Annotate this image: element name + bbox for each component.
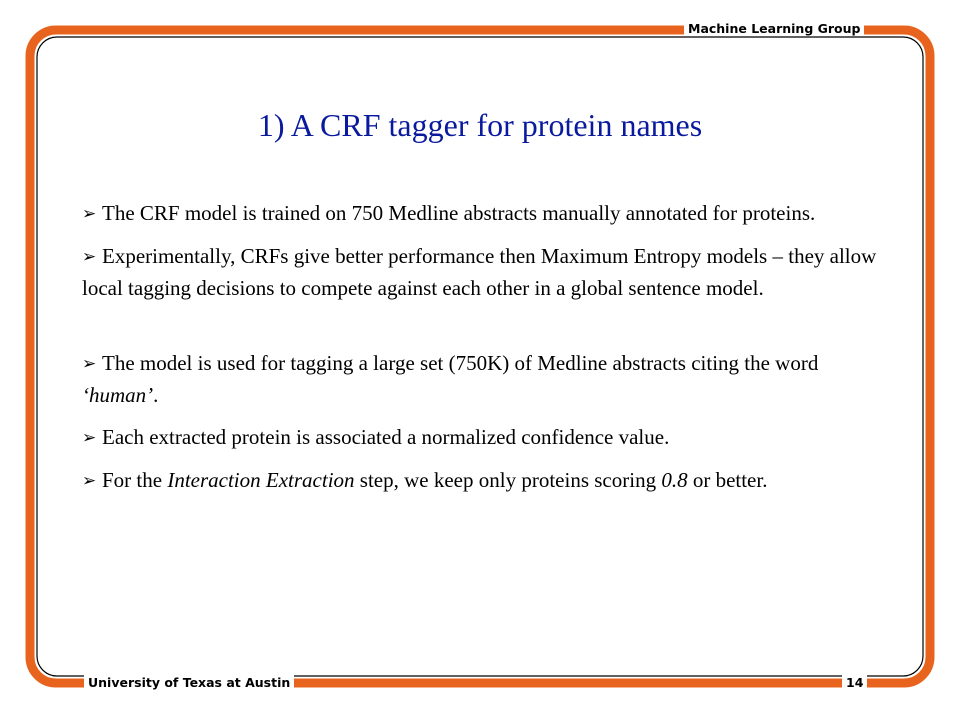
bullet-italic-text: Interaction Extraction [167, 468, 355, 492]
bullet-item [82, 198, 882, 230]
bullet-text: or better. [687, 468, 768, 492]
arrow-bullet-icon: ➢ [82, 354, 97, 374]
bullet-italic-text: ‘human’ [82, 383, 154, 407]
bullet-text: For the [102, 468, 168, 492]
bullet-list [82, 198, 882, 497]
bullet-text: Experimentally, CRFs give better performance then Maximum Entropy models – they allow local tagging decisions to compete against each other in a global sentence model. [82, 244, 877, 300]
bullet-text: The CRF model is trained on 750 Medline abstracts manually annotated for proteins. [102, 201, 816, 225]
bullet-item [82, 422, 882, 454]
bullet-text: Each extracted protein is associated a normalized confidence value. [102, 425, 670, 449]
bullet-text: step, we keep only proteins scoring [354, 468, 662, 492]
arrow-bullet-icon: ➢ [82, 247, 97, 267]
bullet-text: The model is used for tagging a large set (750K) of Medline abstracts citing the word [102, 351, 819, 375]
bullet-item [82, 241, 882, 304]
group-label: Machine Learning Group [684, 21, 864, 36]
slide-title: 1) A CRF tagger for protein names [257, 107, 703, 143]
arrow-bullet-icon: ➢ [82, 471, 97, 491]
arrow-bullet-icon: ➢ [82, 204, 97, 224]
bullet-text: . [153, 383, 159, 407]
bullet-item [82, 465, 882, 497]
bullet-italic-text: 0.8 [661, 468, 688, 492]
page-number: 14 [842, 675, 867, 690]
university-label: University of Texas at Austin [84, 675, 294, 690]
bullet-item [82, 348, 882, 411]
arrow-bullet-icon: ➢ [82, 428, 97, 448]
